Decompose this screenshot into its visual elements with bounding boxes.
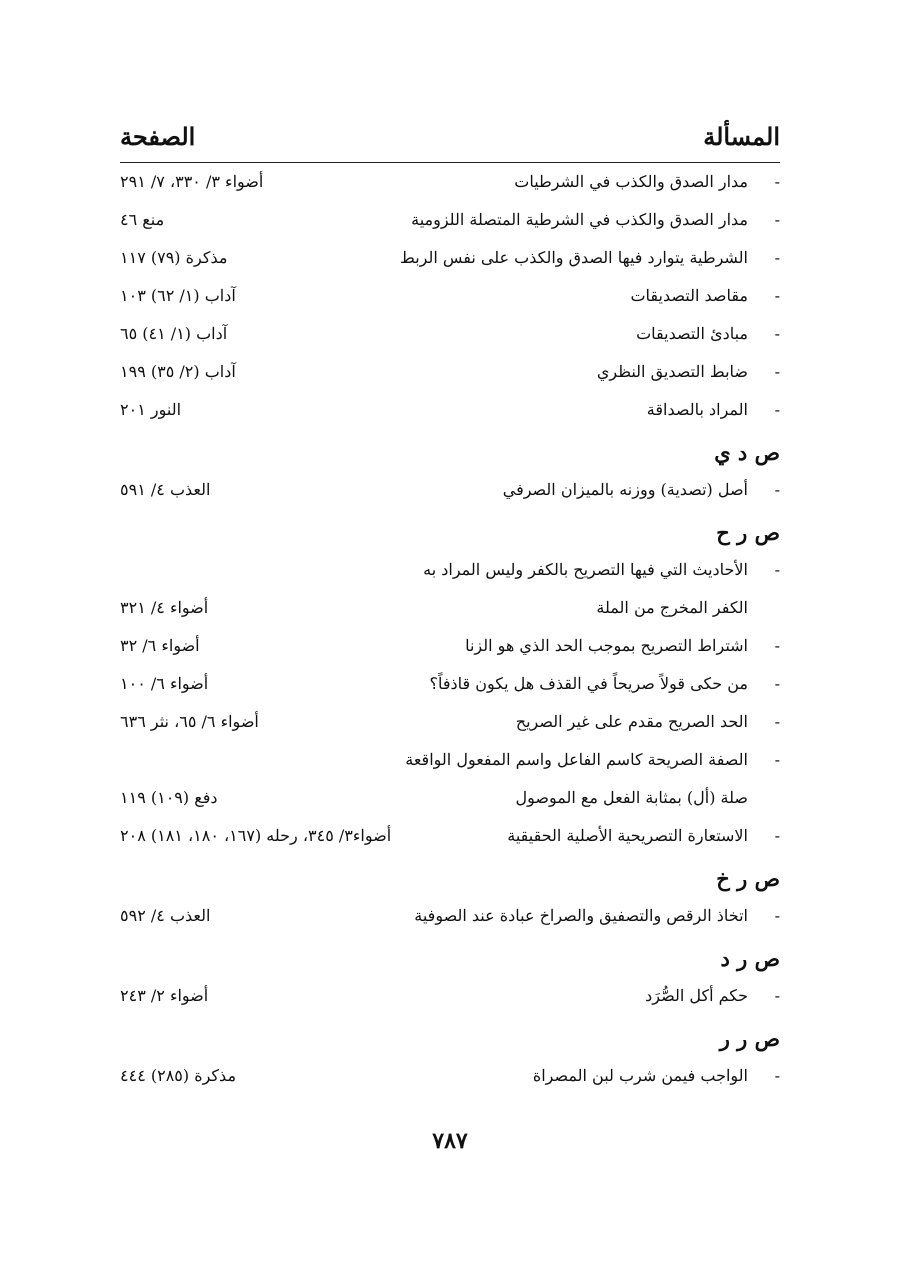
entry-dash: - bbox=[774, 712, 780, 731]
entry-text: الحد الصريح مقدم على غير الصريح bbox=[515, 712, 748, 731]
entry-reference: آداب (١/ ٦٢) ١٠٣ bbox=[120, 286, 236, 305]
entry-reference: دفع (١٠٩) ١١٩ bbox=[120, 788, 218, 807]
column-header bbox=[120, 122, 780, 162]
entry-text: اشتراط التصريح بموجب الحد الذي هو الزنا bbox=[465, 636, 748, 655]
section-heading bbox=[120, 936, 780, 978]
entry-dash: - bbox=[774, 286, 780, 305]
entry-dash: - bbox=[774, 210, 780, 229]
entry-text: حكم أكل الصُّرَد bbox=[645, 986, 748, 1005]
index-entry bbox=[120, 316, 780, 354]
index-entry bbox=[120, 278, 780, 316]
entry-reference: أضواء ٦/ ٣٢ bbox=[120, 636, 200, 655]
index-entry bbox=[120, 392, 780, 430]
index-entry bbox=[120, 704, 780, 742]
section-heading bbox=[120, 856, 780, 898]
index-entry bbox=[120, 354, 780, 392]
index-entry bbox=[120, 780, 780, 818]
entry-dash: - bbox=[774, 362, 780, 381]
entry-reference: أضواء٣/ ٣٤٥، رحله (١٦٧، ١٨٠، ١٨١) ٢٠٨ bbox=[120, 826, 392, 845]
section-title: ص ر خ bbox=[716, 866, 780, 891]
section-title: ص ر ر bbox=[719, 1026, 780, 1051]
entry-text: مدار الصدق والكذب في الشرطيات bbox=[514, 172, 748, 191]
index-entry bbox=[120, 666, 780, 704]
entry-text: أصل (تصدية) ووزنه بالميزان الصرفي bbox=[502, 480, 748, 499]
section-heading bbox=[120, 1016, 780, 1058]
entry-dash: - bbox=[774, 636, 780, 655]
index-entry bbox=[120, 240, 780, 278]
section-title: ص د ي bbox=[714, 440, 780, 465]
index-entry bbox=[120, 202, 780, 240]
entry-reference: أضواء ٦/ ٦٥، نثر ٦٣٦ bbox=[120, 712, 259, 731]
entry-text: الاستعارة التصريحية الأصلية الحقيقية bbox=[507, 826, 748, 845]
entry-reference: آداب (١/ ٤١) ٦٥ bbox=[120, 324, 228, 343]
entry-reference: أضواء ٤/ ٣٢١ bbox=[120, 598, 209, 617]
entry-dash: - bbox=[774, 750, 780, 769]
entry-text: اتخاذ الرقص والتصفيق والصراخ عبادة عند الصوفية bbox=[414, 906, 748, 925]
entry-reference: أضواء ٦/ ١٠٠ bbox=[120, 674, 209, 693]
page-number: ٧٨٧ bbox=[432, 1128, 468, 1154]
entry-text: الشرطية يتوارد فيها الصدق والكذب على نفس الربط bbox=[400, 248, 748, 267]
index-entry bbox=[120, 978, 780, 1016]
page-column-label: الصفحة bbox=[120, 122, 196, 151]
entry-reference: آداب (٢/ ٣٥) ١٩٩ bbox=[120, 362, 236, 381]
issue-column-label: المسألة bbox=[703, 122, 780, 151]
index-entry bbox=[120, 590, 780, 628]
entry-reference: النور ٢٠١ bbox=[120, 400, 182, 419]
index-entry bbox=[120, 472, 780, 510]
entry-text: مدار الصدق والكذب في الشرطية المتصلة اللزومية bbox=[411, 210, 748, 229]
section-title: ص ر د bbox=[720, 946, 780, 971]
entry-reference: العذب ٤/ ٥٩٢ bbox=[120, 906, 211, 925]
entry-text: مقاصد التصديقات bbox=[630, 286, 748, 305]
index-entry bbox=[120, 628, 780, 666]
entry-reference: منع ٤٦ bbox=[120, 210, 165, 229]
index-list bbox=[120, 164, 780, 1096]
section-heading bbox=[120, 510, 780, 552]
entry-dash: - bbox=[774, 674, 780, 693]
index-entry bbox=[120, 818, 780, 856]
entry-dash: - bbox=[774, 480, 780, 499]
entry-dash: - bbox=[774, 906, 780, 925]
entry-text: مبادئ التصديقات bbox=[636, 324, 748, 343]
index-entry bbox=[120, 1058, 780, 1096]
entry-text: الكفر المخرج من الملة bbox=[596, 598, 748, 617]
entry-dash: - bbox=[774, 324, 780, 343]
entry-reference: مذكرة (٢٨٥) ٤٤٤ bbox=[120, 1066, 237, 1085]
entry-dash: - bbox=[774, 248, 780, 267]
entry-reference: أضواء ٢/ ٢٤٣ bbox=[120, 986, 209, 1005]
entry-text: الواجب فيمن شرب لبن المصراة bbox=[532, 1066, 748, 1085]
entry-dash: - bbox=[774, 172, 780, 191]
header-rule bbox=[120, 162, 780, 163]
entry-text: الأحاديث التي فيها التصريح بالكفر وليس المراد به bbox=[423, 560, 748, 579]
entry-text: ضابط التصديق النظري bbox=[596, 362, 748, 381]
section-heading bbox=[120, 430, 780, 472]
entry-text: من حكى قولاً صريحاً في القذف هل يكون قاذفاً؟ bbox=[429, 674, 748, 693]
entry-dash: - bbox=[774, 400, 780, 419]
entry-reference: مذكرة (٧٩) ١١٧ bbox=[120, 248, 228, 267]
entry-reference: أضواء ٣/ ٣٣٠، ٧/ ٢٩١ bbox=[120, 172, 264, 191]
entry-reference: العذب ٤/ ٥٩١ bbox=[120, 480, 211, 499]
entry-dash: - bbox=[774, 826, 780, 845]
entry-dash: - bbox=[774, 1066, 780, 1085]
index-entry bbox=[120, 164, 780, 202]
entry-dash: - bbox=[774, 986, 780, 1005]
index-entry bbox=[120, 742, 780, 780]
section-title: ص ر ح bbox=[716, 520, 780, 545]
entry-dash: - bbox=[774, 560, 780, 579]
entry-text: المراد بالصداقة bbox=[646, 400, 748, 419]
index-entry bbox=[120, 552, 780, 590]
entry-text: الصفة الصريحة كاسم الفاعل واسم المفعول الواقعة bbox=[405, 750, 748, 769]
index-entry bbox=[120, 898, 780, 936]
entry-text: صلة (أل) بمثابة الفعل مع الموصول bbox=[515, 788, 748, 807]
